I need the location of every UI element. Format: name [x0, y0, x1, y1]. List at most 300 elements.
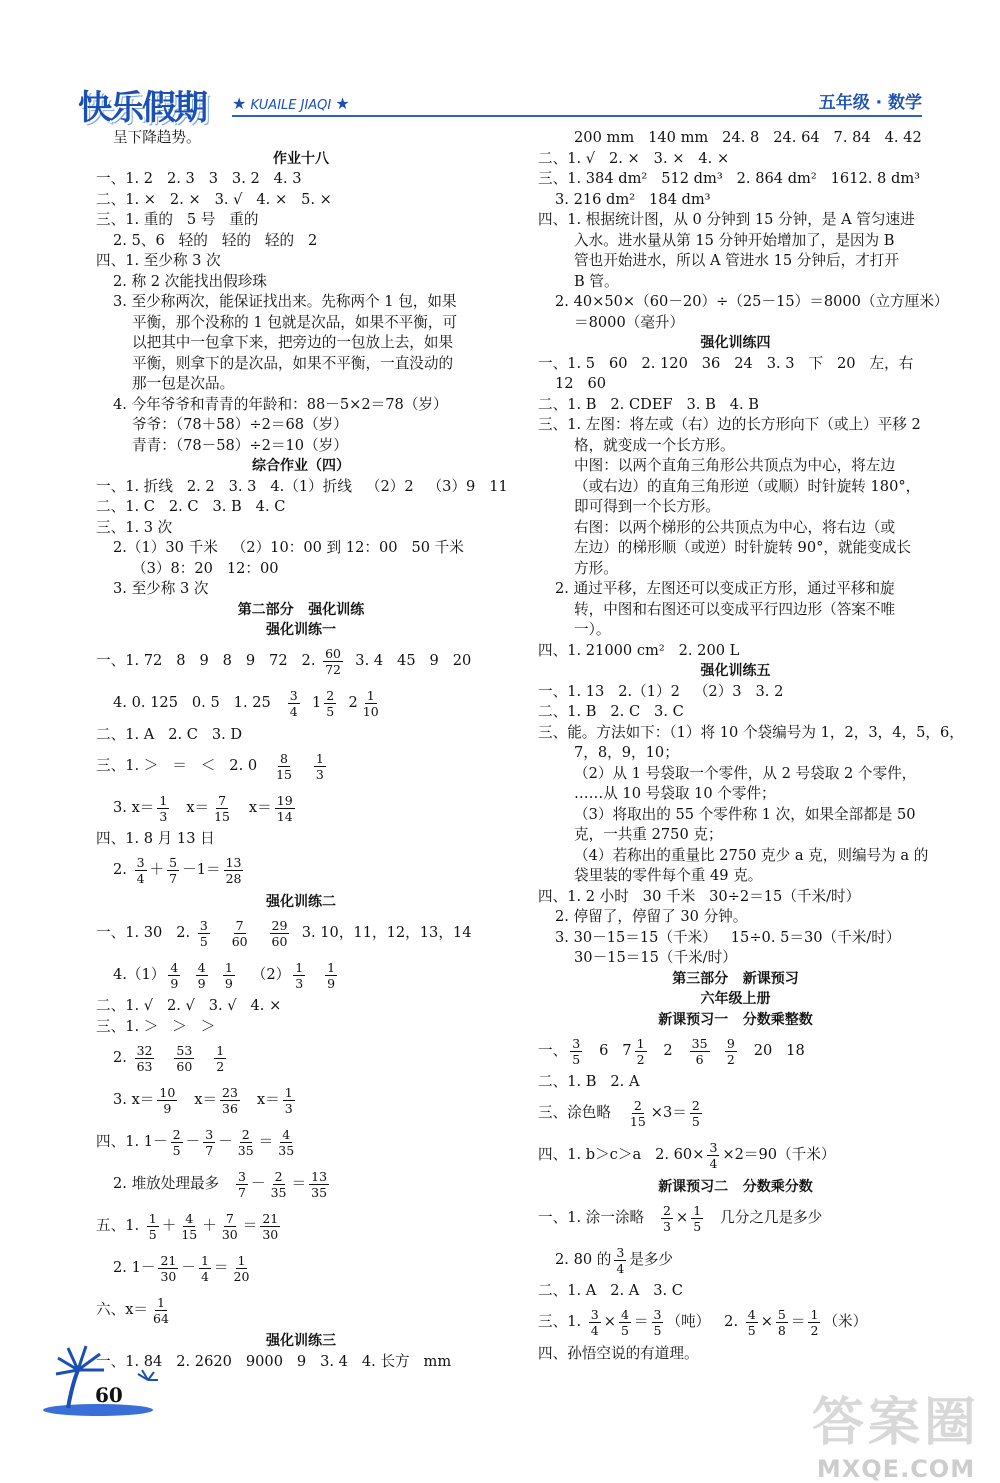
fraction [652, 1307, 664, 1338]
watermark-url: MXQE.COM [816, 1455, 976, 1483]
numerator: 2 [241, 1126, 250, 1142]
answer-text: 3. 10，11，12，13，14 [292, 923, 472, 941]
answer-line [538, 1135, 933, 1177]
fraction [776, 1307, 788, 1338]
answer-text [253, 923, 267, 944]
denominator: 5 [747, 1323, 756, 1338]
numerator: 3 [136, 855, 145, 870]
denominator: 7 [169, 871, 178, 886]
answer-line: 2.（1）30 千米 （2）10：00 到 12：00 50 千米 [113, 539, 464, 556]
section-title: 强化训练五 [700, 663, 771, 679]
numerator: 2 [274, 1168, 283, 1184]
answer-line: 一、1. 2 2. 3 3 3. 2 4. 3 [96, 170, 302, 187]
denominator: 60 [271, 933, 288, 949]
denominator: 64 [153, 1310, 169, 1326]
numerator: 29 [271, 917, 288, 933]
fraction [325, 960, 337, 991]
denominator: 35 [237, 1142, 254, 1158]
fraction [223, 960, 235, 991]
answer-line [96, 1121, 506, 1163]
denominator: 5 [172, 1142, 181, 1158]
answer-line: 四、1. 21000 cm² 2. 200 L [538, 641, 740, 659]
numerator: 1 [693, 1202, 702, 1218]
denominator: 36 [222, 1100, 238, 1116]
numerator: 5 [777, 1307, 786, 1322]
answer-line: 一、1. 13 2.（1）2 （2）3 3. 2 [538, 682, 784, 700]
numerator: 7 [225, 1210, 234, 1226]
answer-line: 入水。进水量从第 15 分钟开始增加了，是因为 B [574, 231, 895, 249]
fraction [361, 688, 381, 719]
fraction [171, 1127, 183, 1158]
denominator: 30 [262, 1226, 279, 1242]
left-answer-column [96, 128, 506, 1372]
answer-line [96, 912, 506, 954]
numerator: 8 [280, 750, 288, 766]
answer-text: x＝ [180, 1090, 218, 1108]
denominator: 15 [181, 1226, 198, 1242]
answer-text [211, 965, 220, 986]
fraction [283, 1085, 295, 1116]
answer-line [538, 1093, 933, 1135]
answer-text: 2 [339, 694, 358, 712]
answer-line: 右图：以两个梯形的公共顶点为中心，将右边（或 [574, 518, 896, 536]
section-title: 强化训练四 [700, 335, 771, 351]
star-icon: ★ [232, 94, 247, 113]
denominator: 3 [295, 975, 304, 991]
answer-line: 3. 216 dm² 184 dm³ [555, 190, 711, 208]
answer-line: 二、1. B 2. A [538, 1073, 640, 1090]
numerator: 23 [222, 1084, 238, 1100]
denominator: 5 [326, 704, 335, 719]
numerator: 1 [284, 1084, 293, 1100]
header-rule [232, 115, 922, 117]
answer-text: 三、1. ＞ ＝ ＜ 2. 0 [96, 756, 272, 774]
answer-line: 三、1. 3 次 [96, 518, 173, 536]
fraction [690, 1036, 710, 1067]
answer-text: 五、1. [96, 1216, 144, 1234]
answer-text: 一、1. 72 8 9 8 9 72 2. [96, 652, 321, 670]
answer-line: ＝8000（毫升） [574, 313, 685, 331]
fraction [203, 1127, 215, 1158]
fraction [168, 960, 180, 991]
answer-text: 4. 0. 125 0. 5 1. 25 [113, 694, 285, 712]
watermark [812, 1380, 980, 1483]
numerator: 1 [237, 1252, 246, 1268]
fraction [589, 1307, 601, 1338]
answer-line: 4. 今年爷爷和青青的年龄和：88－5×2＝78（岁） [113, 395, 448, 413]
answer-text: 3. x＝ [113, 798, 155, 816]
right-answer-column [538, 128, 964, 1364]
fraction [212, 793, 232, 824]
fraction [570, 1036, 582, 1067]
denominator: 2 [636, 1051, 645, 1067]
answer-line [96, 683, 506, 725]
denominator: 35 [270, 1184, 287, 1200]
numerator: 3 [709, 1140, 718, 1155]
answer-line: 转，中图和右图还可以变成平行四边形（答案不唯 [574, 600, 896, 618]
answer-line [96, 641, 506, 683]
denominator: 14 [276, 808, 293, 824]
denominator: 5 [620, 1323, 629, 1338]
fraction [236, 1127, 256, 1158]
numerator: 53 [176, 1042, 193, 1058]
answer-text: ＋ [149, 861, 165, 879]
section-title: 六年级上册 [700, 991, 771, 1007]
answer-line: 2. 通过平移，左图还可以变成正方形，通过平移和旋 [555, 580, 895, 597]
answer-text: ＝ [213, 1258, 229, 1276]
denominator: 15 [629, 1114, 646, 1129]
answer-line: 以把其中一包拿下来，把旁边的一包放上去，如果 [132, 334, 454, 351]
numerator: 10 [159, 1084, 176, 1100]
answer-text: ×3＝ [650, 1104, 687, 1122]
answer-line: 青青：（78－58）÷2＝10（岁） [132, 436, 348, 454]
answer-line: 呈下降趋势。 [113, 129, 201, 146]
answer-text: ＝ [291, 1174, 307, 1192]
numerator: 1 [156, 1294, 165, 1310]
section-title: 综合作业（四） [252, 458, 350, 474]
answer-text: 一、1. 30 2. [96, 923, 195, 941]
answer-text: 2. 80 的 [555, 1250, 612, 1268]
denominator: 5 [199, 933, 208, 949]
grade-subject-label: 五年级 · 数学 [818, 93, 922, 113]
answer-text: ＋ [202, 1216, 217, 1234]
fraction [236, 1169, 248, 1200]
answer-line: 左边）的梯形顺（或逆）时针旋转 90°，就能变成长 [574, 539, 911, 556]
section-title: 新课预习二 分数乘分数 [658, 1178, 813, 1195]
answer-line [538, 1030, 933, 1072]
answer-text: － [185, 1132, 201, 1150]
answer-text [308, 965, 322, 986]
denominator: 30 [221, 1226, 238, 1242]
answer-line: 2. 40×50×（60－20）÷（25－15）＝8000（立方厘米） [555, 293, 949, 310]
fraction [167, 855, 179, 886]
denominator: 4 [136, 871, 145, 886]
answer-text: 一、1. 涂一涂略 [538, 1208, 659, 1226]
numerator: 13 [225, 855, 242, 870]
numerator: 1 [224, 959, 233, 975]
answer-line: （3）8：20 12：00 [132, 559, 279, 577]
fraction [276, 1127, 296, 1158]
palm-tree-icon [38, 1340, 158, 1420]
answer-line: 三、1. 左图：将左或（右）边的长方形向下（或上）平移 2 [538, 416, 921, 433]
section-title: 强化训练三 [266, 1333, 336, 1349]
numerator: 2 [172, 1126, 181, 1142]
denominator: 15 [276, 766, 292, 782]
watermark-logo: 答案圈 [811, 1393, 980, 1453]
answer-text: －1＝ [182, 861, 221, 879]
numerator: 3 [590, 1307, 599, 1322]
fraction [323, 646, 343, 677]
numerator: 1 [148, 1210, 157, 1226]
answer-line: 二、1. √ 2. √ 3. √ 4. × [96, 997, 282, 1014]
fraction [324, 688, 336, 719]
answer-line [96, 1037, 506, 1079]
fraction [232, 1253, 252, 1284]
answer-line: 方形。 [574, 559, 618, 577]
numerator: 1 [327, 959, 336, 975]
answer-line: ……从 10 号袋取 10 个零件； [574, 785, 776, 802]
denominator: 3 [159, 808, 168, 824]
page-number: 60 [95, 1383, 123, 1407]
answer-text: 2. 堆放处理最多 [113, 1174, 234, 1192]
answer-line [96, 850, 506, 892]
denominator: 4 [289, 704, 298, 719]
answer-line: 二、1. A 2. C 3. D [96, 725, 243, 743]
denominator: 5 [653, 1323, 662, 1338]
denominator: 30 [160, 1268, 177, 1284]
answer-line: （2）从 1 号袋取一个零件，从 2 号袋取 2 个零件， [574, 764, 917, 782]
denominator: 2 [726, 1051, 735, 1067]
fraction [808, 1307, 820, 1338]
answer-text: x＝ [172, 798, 210, 816]
answer-line: 那一包是次品。 [132, 375, 235, 392]
answer-line: 二、1. B 2. CDEF 3. B 4. B [538, 395, 760, 413]
answer-line: 30－15＝15（千米/时） [574, 949, 737, 966]
answer-line [96, 1247, 506, 1289]
answer-text [183, 965, 192, 986]
numerator: 35 [691, 1035, 708, 1051]
answer-line: 2. 称 2 次能找出假珍珠 [113, 272, 267, 290]
answer-text [197, 1048, 211, 1069]
fraction [293, 960, 305, 991]
book-logo: 快乐假期 [78, 88, 206, 128]
numerator: 2 [663, 1202, 671, 1218]
answer-text: － [218, 1132, 233, 1150]
answer-line: 格，就变成一个长方形。 [574, 436, 735, 454]
numerator: 4 [197, 959, 206, 975]
numerator: 3 [205, 1126, 214, 1142]
numerator: 1 [200, 1252, 209, 1268]
numerator: 3 [653, 1307, 662, 1322]
denominator: 6 [695, 1051, 704, 1067]
denominator: 3 [284, 1100, 293, 1116]
numerator: 3 [616, 1244, 625, 1260]
answer-text: 2 [649, 1041, 687, 1059]
fraction [158, 1253, 178, 1284]
answer-line: 2. 5、6 轻的 轻的 轻的 2 [113, 231, 318, 249]
answer-line: 四、1. 根据统计图，从 0 分钟到 15 分钟，是 A 管匀速进 [538, 211, 915, 228]
answer-line [96, 745, 506, 787]
denominator: 3 [663, 1218, 671, 1234]
fraction [707, 1140, 719, 1171]
section-title: 强化训练二 [266, 893, 336, 910]
fraction [179, 1211, 199, 1242]
answer-text: 3. 4 45 9 20 [346, 652, 472, 670]
answer-text: x＝ [235, 798, 272, 816]
answer-text: 4.（1） [113, 965, 166, 983]
denominator: 28 [225, 871, 242, 886]
answer-line: 中图：以两个直角三角形公共顶点为中心，将左边 [574, 457, 896, 474]
fraction [151, 1295, 171, 1326]
answer-line [96, 1163, 506, 1205]
answer-text: （米） [823, 1313, 868, 1331]
denominator: 7 [238, 1184, 246, 1200]
fraction [157, 1085, 177, 1116]
denominator: 10 [362, 704, 379, 719]
answer-line: 3. 至少称两次，能保证找出来。先称两个 1 包，如果 [113, 293, 457, 310]
answer-text: ＋ [161, 1216, 177, 1234]
numerator: 3 [238, 1168, 246, 1184]
numerator: 19 [276, 792, 293, 808]
answer-line: 四、1. 8 月 13 日 [96, 830, 215, 847]
section-title: 第三部分 新课预习 [672, 970, 799, 987]
numerator: 13 [311, 1168, 328, 1184]
fraction [288, 688, 300, 719]
answer-text: 1 [302, 694, 322, 712]
fraction [196, 960, 208, 991]
answer-line: 一、1. 折线 2. 2 3. 3 4.（1）折线 （2）2 （3）9 11 [96, 477, 508, 495]
fraction [628, 1098, 648, 1129]
numerator: 2 [691, 1098, 700, 1113]
answer-text: 一、 [538, 1041, 568, 1059]
numerator: 1 [315, 750, 324, 766]
denominator: 35 [311, 1184, 328, 1200]
answer-text: 2. 1－ [113, 1258, 156, 1276]
answer-line: 三、1. 重的 5 号 重的 [96, 211, 259, 228]
numerator: 1 [216, 1042, 225, 1058]
fraction [690, 1098, 702, 1129]
fraction [614, 1245, 626, 1276]
denominator: 9 [327, 975, 336, 991]
fraction [147, 1211, 159, 1242]
fraction [214, 1043, 226, 1074]
numerator: 2 [633, 1098, 642, 1113]
fraction [314, 751, 326, 782]
answer-text: 六、x＝ [96, 1300, 149, 1318]
answer-text: （2） [237, 965, 291, 983]
numerator: 1 [366, 688, 375, 703]
answer-line: 袋里装的零件每个重 49 克。 [574, 867, 763, 884]
fraction [224, 855, 244, 886]
fraction [274, 751, 294, 782]
fraction [135, 1043, 155, 1074]
numerator: 5 [169, 855, 178, 870]
answer-line: 二、1. C 2. C 3. B 4. C [96, 498, 286, 515]
answer-line: 平衡，则拿下的是次品，如果不平衡，一直没动的 [132, 354, 454, 372]
answer-line: 200 mm 140 mm 24. 8 24. 64 7. 84 4. 42 [574, 129, 922, 146]
numerator: 1 [295, 959, 304, 975]
denominator: 9 [163, 1100, 172, 1116]
answer-line: 二、1. B 2. C 3. C [538, 703, 684, 720]
answer-line: 二、1. × 2. × 3. √ 4. × 5. × [96, 190, 332, 208]
fraction [275, 793, 295, 824]
answer-text: － [181, 1258, 196, 1276]
answer-text: 四、1. b＞c＞a 2. 60× [538, 1146, 705, 1164]
denominator: 5 [693, 1218, 702, 1234]
answer-text: 是多少 [629, 1250, 674, 1268]
fraction [220, 1085, 240, 1116]
denominator: 35 [278, 1142, 295, 1158]
denominator: 60 [231, 933, 248, 949]
answer-text: × [603, 1313, 616, 1331]
answer-text: 2. [113, 861, 132, 879]
answer-line: 四、1. 2 小时 30 千米 30÷2＝15（千米/时） [538, 887, 861, 905]
answer-line [96, 787, 506, 829]
answer-text: ＝ [242, 1216, 258, 1234]
answer-line: （3）将取出的 55 个零件称 1 次，如果全部都是 50 [574, 805, 916, 823]
numerator: 3 [572, 1035, 581, 1051]
answer-line: 一、1. 84 2. 2620 9000 9 3. 4 4. 长方 mm [96, 1352, 452, 1370]
answer-line: 爷爷：（78＋58）÷2＝68（岁） [132, 416, 348, 433]
answer-text: － [251, 1174, 266, 1192]
fraction [635, 1036, 647, 1067]
fraction [725, 1036, 737, 1067]
denominator: 9 [197, 975, 206, 991]
denominator: 72 [325, 662, 342, 677]
answer-text: × [760, 1313, 773, 1331]
denominator: 15 [214, 808, 230, 824]
denominator: 5 [691, 1114, 700, 1129]
section-title: 第二部分 强化训练 [237, 601, 365, 618]
answer-line: 管也开始进水，所以 A 管进水 15 分钟后，才打开 [574, 252, 899, 269]
star-icon: ★ [335, 94, 350, 113]
answer-line: 四、孙悟空说的有道理。 [538, 1344, 699, 1362]
answer-text [713, 1041, 722, 1062]
denominator: 20 [233, 1268, 250, 1284]
denominator: 2 [810, 1323, 819, 1338]
fraction [661, 1203, 673, 1234]
answer-line: 平衡，那个没称的 1 包就是次品，如果不平衡，可 [132, 313, 458, 331]
answer-line: 一）。 [574, 621, 611, 638]
numerator: 4 [282, 1126, 291, 1142]
answer-text: 3. x＝ [113, 1090, 155, 1108]
logo-pinyin [232, 94, 350, 113]
numerator: 3 [289, 688, 298, 703]
numerator: 60 [325, 646, 342, 661]
answer-line [538, 1197, 933, 1239]
denominator: 2 [216, 1058, 225, 1074]
denominator: 4 [590, 1323, 599, 1338]
numerator: 2 [326, 688, 335, 703]
answer-text: 几分之几是多少 [706, 1208, 823, 1226]
fraction [220, 1211, 240, 1242]
denominator: 60 [176, 1058, 193, 1074]
fraction [746, 1307, 758, 1338]
answer-line [96, 954, 506, 996]
answer-text: 20 18 [739, 1041, 805, 1059]
answer-text: ＝ [633, 1313, 649, 1331]
answer-text: （吨） 2. [666, 1313, 743, 1331]
denominator: 4 [200, 1268, 209, 1284]
answer-text: x＝ [242, 1090, 280, 1108]
answer-line: （4）若称出的重量比 2750 克少 a 克，则编号为 a 的 [574, 846, 929, 864]
denominator: 4 [709, 1156, 718, 1171]
denominator: 3 [315, 766, 324, 782]
answer-line: 二、1. A 2. A 3. C [538, 1282, 683, 1299]
denominator: 5 [148, 1226, 157, 1242]
denominator: 8 [777, 1323, 786, 1338]
answer-line: 三、能。方法如下：（1）将 10 个袋编号为 1，2，3，4，5，6， [538, 723, 964, 741]
answer-line: 3. 至少称 3 次 [113, 580, 209, 597]
answer-line: 一、1. 5 60 2. 120 36 24 3. 3 下 20 左，右 [538, 354, 914, 372]
fraction [269, 1169, 289, 1200]
answer-text: ＝ [790, 1313, 806, 1331]
answer-line: 克，一共重 2750 克； [574, 826, 723, 843]
fraction [157, 793, 169, 824]
denominator: 5 [572, 1051, 581, 1067]
numerator: 1 [810, 1307, 819, 1322]
answer-line [538, 1302, 933, 1344]
fraction [691, 1203, 703, 1234]
answer-line: 四、1. 至少称 3 次 [96, 252, 221, 269]
answer-text: × [676, 1208, 689, 1226]
answer-line: 三、1. 384 dm² 512 dm³ 2. 864 dm² 1612. 8 dm³ [538, 170, 921, 187]
denominator: 9 [224, 975, 233, 991]
answer-line: 2. 停留了，停留了 30 分钟。 [555, 908, 748, 925]
pinyin-text: KUAILE JIAQI [250, 98, 332, 113]
answer-line: 即可得到一个长方形。 [574, 498, 720, 515]
answer-text: ×2＝90（千米） [722, 1146, 836, 1164]
